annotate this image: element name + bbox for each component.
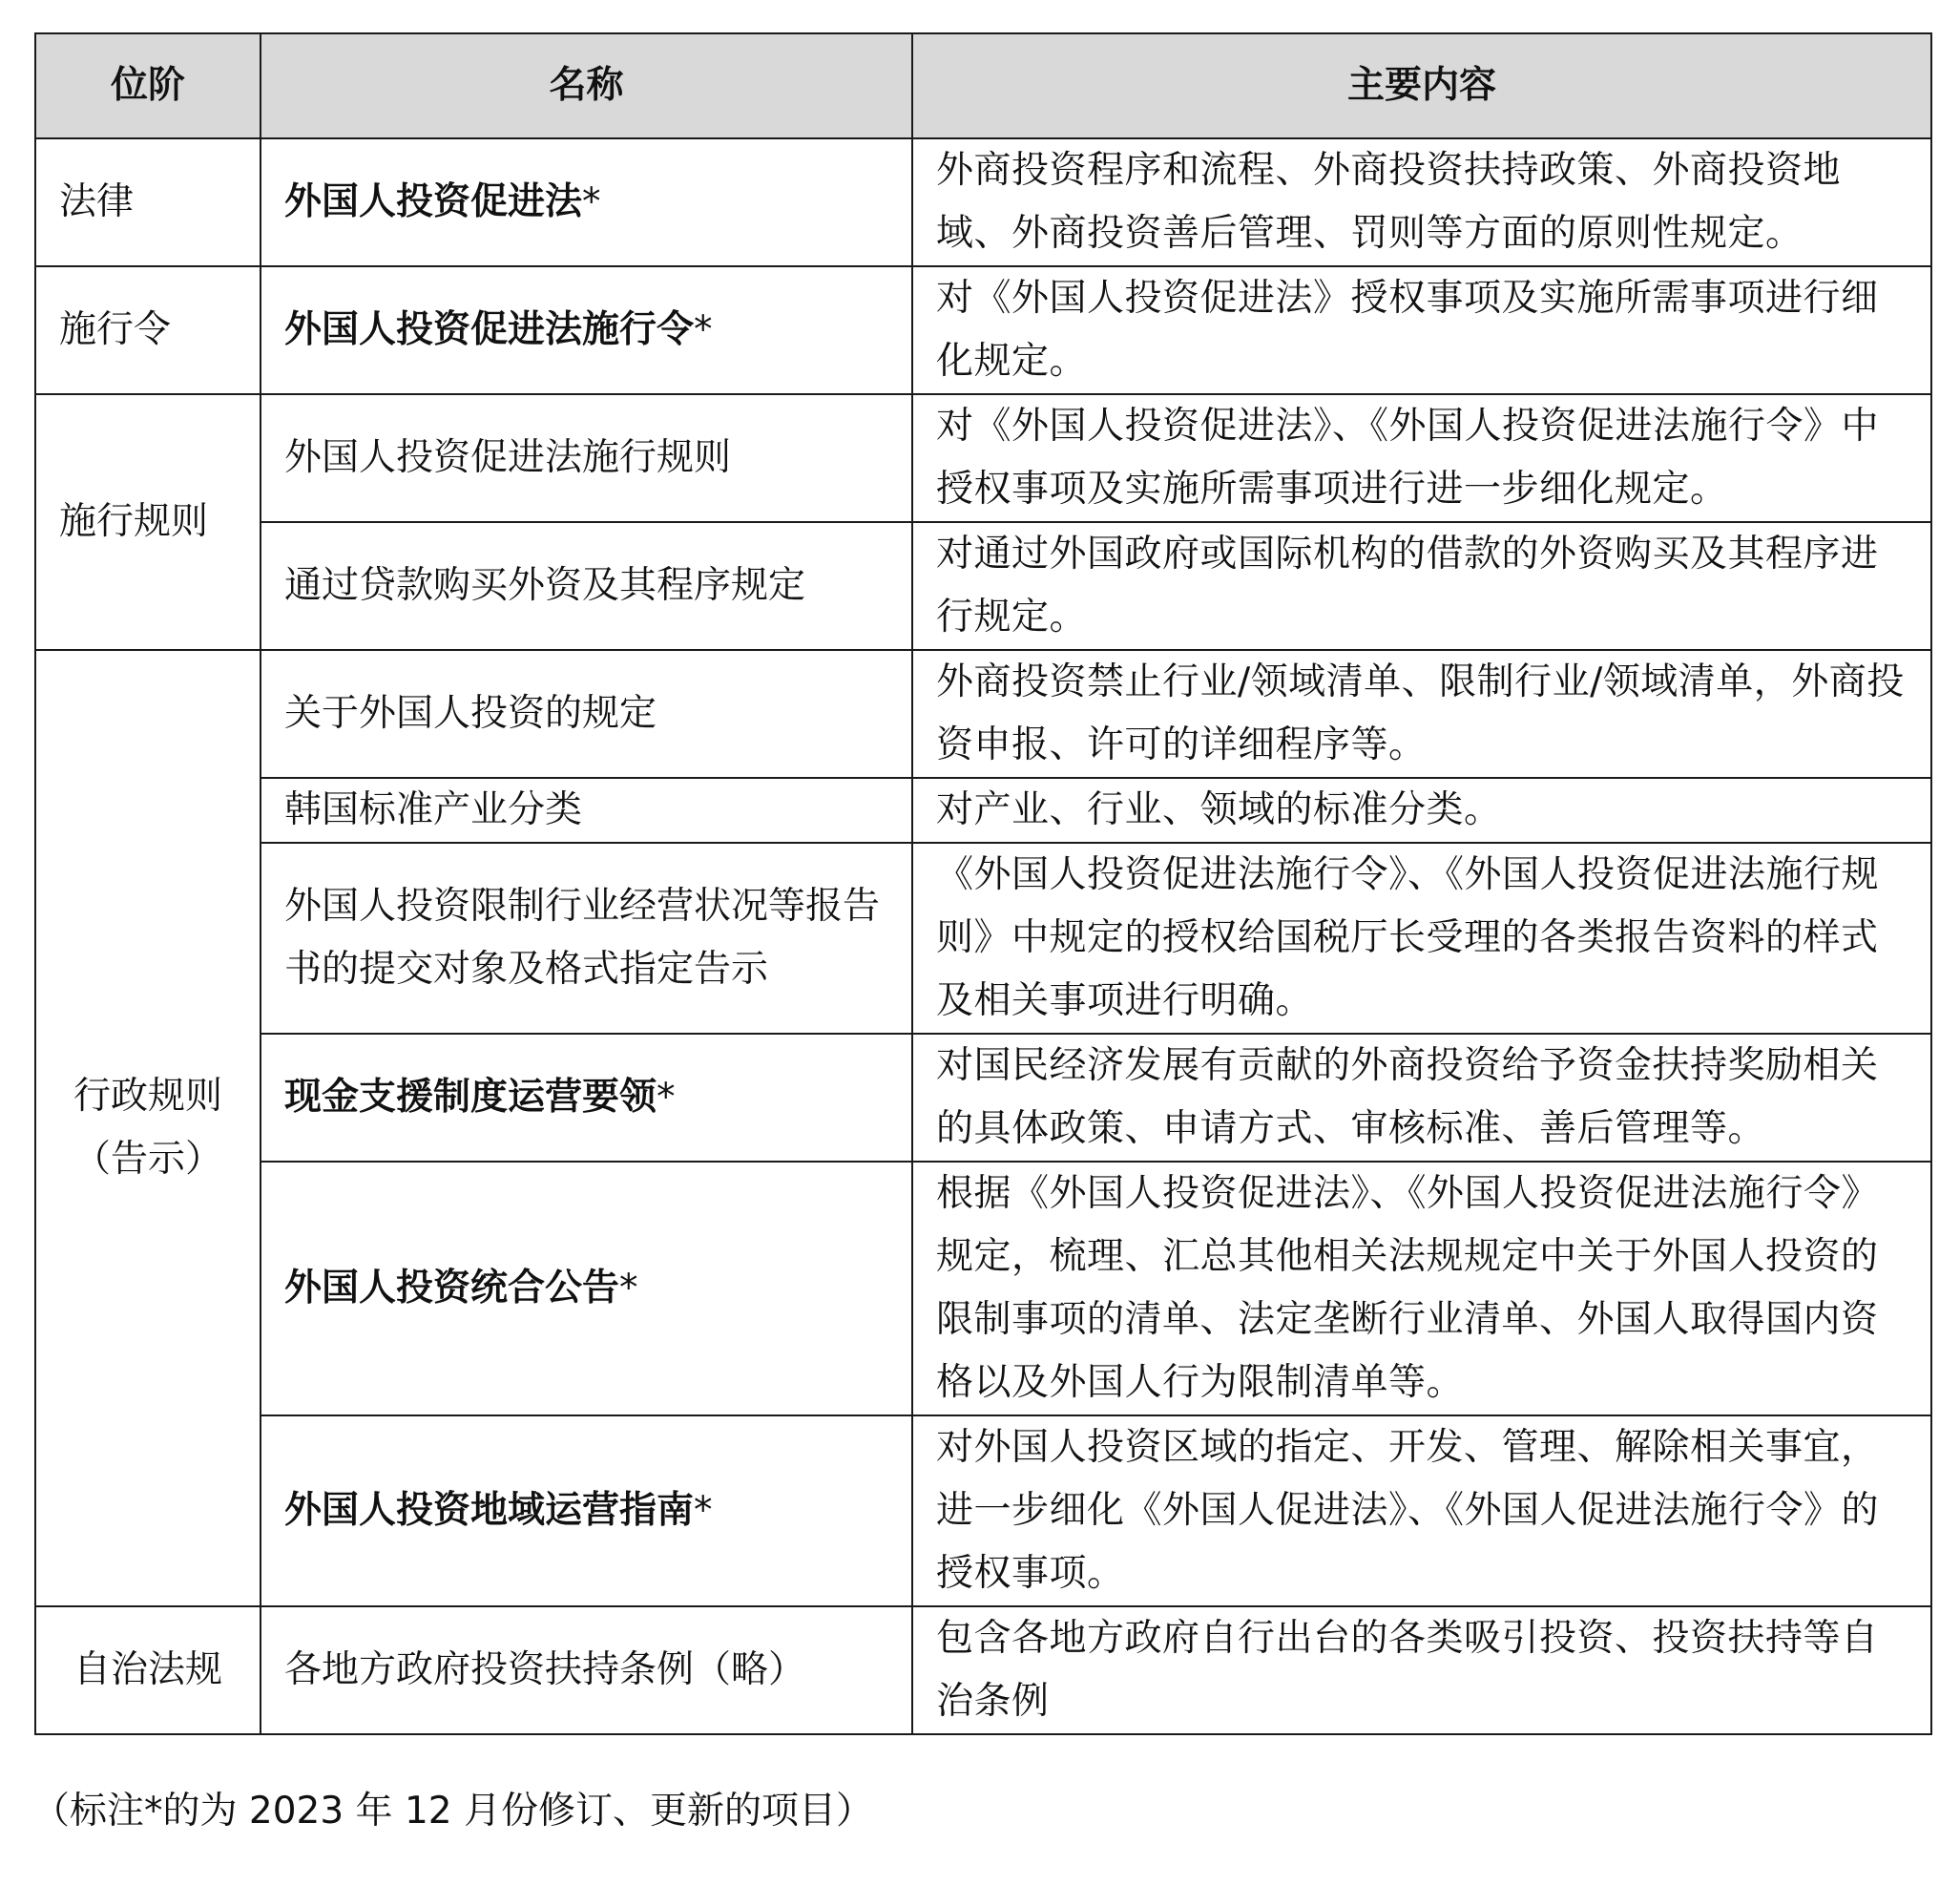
name-cell xyxy=(261,522,912,650)
content-cell: 根据《外国人投资促进法》、《外国人投资促进法施行令》规定，梳理、汇总其他相关法规规定中关于外国人投资的限制事项的清单、法定垄断行业清单、外国人取得国内资格以及外国人行为限制清单等。 xyxy=(912,1162,1931,1415)
name-text: 韩国标准产业分类 xyxy=(284,788,583,831)
content-cell: 对《外国人投资促进法》授权事项及实施所需事项进行细化规定。 xyxy=(912,266,1931,394)
content-cell: 外商投资程序和流程、外商投资扶持政策、外商投资地域、外商投资善后管理、罚则等方面的原则性规定。 xyxy=(912,138,1931,266)
name-text: 各地方政府投资扶持条例（略） xyxy=(284,1648,806,1691)
table-row xyxy=(35,650,1931,778)
rank-cell: 自治法规 xyxy=(35,1606,261,1734)
revised-star: * xyxy=(694,1489,713,1532)
header-content: 主要内容 xyxy=(912,33,1931,138)
name-cell xyxy=(261,1034,912,1162)
name-text: 通过贷款购买外资及其程序规定 xyxy=(284,564,806,607)
table-row xyxy=(35,1034,1931,1162)
header-rank: 位阶 xyxy=(35,33,261,138)
rank-cell: 行政规则（告示） xyxy=(35,650,261,1606)
rank-cell: 法律 xyxy=(35,138,261,266)
table-row xyxy=(35,266,1931,394)
table-row xyxy=(35,1162,1931,1415)
name-cell xyxy=(261,650,912,778)
name-cell xyxy=(261,266,912,394)
content-cell: 《外国人投资促进法施行令》、《外国人投资促进法施行规则》中规定的授权给国税厅长受理的各类报告资料的样式及相关事项进行明确。 xyxy=(912,843,1931,1034)
table-row xyxy=(35,843,1931,1034)
content-cell: 对国民经济发展有贡献的外商投资给予资金扶持奖励相关的具体政策、申请方式、审核标准、善后管理等。 xyxy=(912,1034,1931,1162)
footnote: （标注*的为 2023 年 12 月份修订、更新的项目） xyxy=(32,1790,873,1833)
name-text: 现金支援制度运营要领 xyxy=(284,1076,657,1119)
name-text: 外国人投资地域运营指南 xyxy=(284,1489,695,1532)
revised-star: * xyxy=(657,1076,676,1119)
table-row xyxy=(35,778,1931,843)
name-cell xyxy=(261,1162,912,1415)
name-cell xyxy=(261,138,912,266)
revised-star: * xyxy=(582,180,601,223)
table-row xyxy=(35,138,1931,266)
content-cell: 对《外国人投资促进法》、《外国人投资促进法施行令》中授权事项及实施所需事项进行进一步细化规定。 xyxy=(912,394,1931,522)
law-hierarchy-table xyxy=(34,32,1932,1735)
revised-star: * xyxy=(694,308,713,351)
rank-cell: 施行令 xyxy=(35,266,261,394)
header-name: 名称 xyxy=(261,33,912,138)
name-cell xyxy=(261,1415,912,1606)
name-text: 关于外国人投资的规定 xyxy=(284,692,657,735)
table-header-row xyxy=(35,33,1931,138)
name-cell xyxy=(261,394,912,522)
name-text: 外国人投资促进法施行令 xyxy=(284,308,695,351)
name-cell xyxy=(261,1606,912,1734)
table-row xyxy=(35,1415,1931,1606)
name-text: 外国人投资限制行业经营状况等报告书的提交对象及格式指定告示 xyxy=(284,885,881,991)
content-cell: 对外国人投资区域的指定、开发、管理、解除相关事宜，进一步细化《外国人促进法》、《外国人促进法施行令》的授权事项。 xyxy=(912,1415,1931,1606)
name-text: 外国人投资促进法 xyxy=(284,180,583,223)
content-cell: 外商投资禁止行业/领域清单、限制行业/领域清单，外商投资申报、许可的详细程序等。 xyxy=(912,650,1931,778)
table-row xyxy=(35,394,1931,522)
name-text: 外国人投资促进法施行规则 xyxy=(284,436,732,479)
content-cell: 包含各地方政府自行出台的各类吸引投资、投资扶持等自治条例 xyxy=(912,1606,1931,1734)
name-cell xyxy=(261,778,912,843)
table-row xyxy=(35,1606,1931,1734)
name-text: 外国人投资统合公告 xyxy=(284,1267,620,1310)
rank-cell: 施行规则 xyxy=(35,394,261,650)
table-row xyxy=(35,522,1931,650)
content-cell: 对产业、行业、领域的标准分类。 xyxy=(912,778,1931,843)
content-cell: 对通过外国政府或国际机构的借款的外资购买及其程序进行规定。 xyxy=(912,522,1931,650)
name-cell xyxy=(261,843,912,1034)
revised-star: * xyxy=(619,1267,638,1310)
